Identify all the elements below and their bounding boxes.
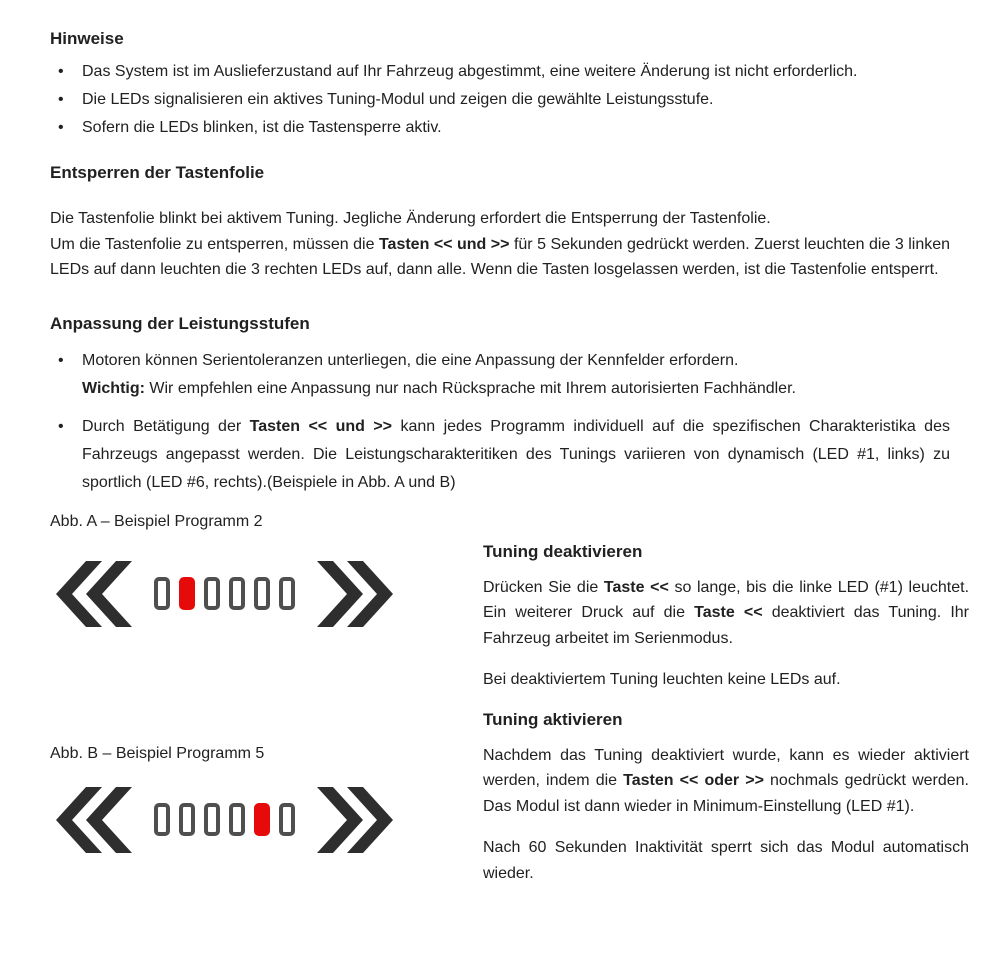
double-chevron-right-icon: [317, 787, 393, 853]
led-5-active: [254, 803, 270, 836]
text-line: [82, 375, 950, 403]
bold-text-run: Taste <<: [694, 604, 763, 621]
led-2-active: [179, 577, 195, 610]
text-run: deaktiviert das Tuning. Ihr Fahrzeug arbeitet im Serienmodus.: [483, 604, 969, 647]
led-4: [229, 577, 245, 610]
led-3: [204, 803, 220, 836]
hint-item: [50, 347, 950, 403]
led-row: [154, 803, 295, 836]
bold-text-run: Tasten << und >>: [378, 235, 510, 253]
paragraph: [483, 575, 969, 652]
text-run: kann jedes Programm individuell auf die spezifischen Charakteristika des Fahrzeugs angepasst werden. Die Leistungscharakteritiken des Tunings variieren von dynamisch (LED #1, links) zu sportlich (LED #6, rechts).(Beispiele in Abb. A und B): [82, 417, 950, 491]
subsection-tuning-deaktivieren: [483, 541, 969, 693]
led-3: [204, 577, 220, 610]
text-run: so lange, bis die linke LED (#1) leuchtet. Ein weiterer Druck auf die: [483, 578, 970, 621]
text-run: • Motoren können Serientoleranzen unterliegen, die eine Anpassung der Kennfelder erfordern.: [82, 351, 739, 369]
paragraph: [50, 232, 950, 283]
section-heading-tuning-aktivieren: Tuning aktivieren: [483, 709, 623, 729]
figure-b-caption: Abb. B – Beispiel Programm 5: [50, 744, 265, 762]
bold-text-run: Tasten << oder >>: [623, 772, 764, 789]
anpassung-bullet-list: [50, 347, 950, 497]
hint-item: • Sofern die LEDs blinken, ist die Tastensperre aktiv.: [50, 114, 950, 142]
hint-item: [50, 413, 950, 497]
text-run: nochmals gedrückt werden. Das Modul ist dann wieder in Minimum-Einstellung (LED #1).: [483, 772, 970, 815]
entsperren-paragraphs: [50, 206, 950, 283]
led-row: [154, 577, 295, 610]
led-1: [154, 577, 170, 610]
section-hinweise: [50, 28, 950, 142]
figure-b-led-display: [56, 787, 393, 853]
instructions-column: [483, 541, 969, 903]
led-1: [154, 803, 170, 836]
double-chevron-left-icon: [56, 787, 132, 853]
section-heading-hinweise: Hinweise: [50, 29, 124, 48]
section-heading-entsperren: Entsperren der Tastenfolie: [50, 163, 265, 182]
led-2: [179, 803, 195, 836]
bold-text-run: Taste <<: [603, 578, 669, 596]
figure-a-led-display: [56, 561, 393, 627]
text-run: Nachdem das Tuning deaktiviert wurde, kann es wieder aktiviert werden, indem die: [483, 746, 969, 789]
text-run: Drücken Sie die: [483, 578, 604, 596]
section-entsperren: [50, 162, 950, 283]
led-6: [279, 803, 295, 836]
led-6: [279, 577, 295, 610]
section-heading-anpassung: Anpassung der Leistungsstufen: [50, 313, 310, 333]
section-anpassung: [50, 313, 950, 497]
text-run: Um die Tastenfolie zu entsperren, müssen die: [50, 235, 379, 253]
hinweise-bullet-list: [50, 58, 950, 142]
led-4: [229, 803, 245, 836]
hint-item: • Das System ist im Auslieferzustand auf Ihr Fahrzeug abgestimmt, eine weitere Änderung ist nicht erforderlich.: [50, 58, 950, 86]
subsection-tuning-aktivieren: [483, 709, 969, 887]
double-chevron-left-icon: [56, 561, 132, 627]
paragraph: Die Tastenfolie blinkt bei aktivem Tuning. Jegliche Änderung erfordert die Entsperrung der Tastenfolie.: [50, 210, 771, 227]
text-run: für 5 Sekunden gedrückt werden. Zuerst leuchten die 3 linken LEDs auf dann leuchten die 3 rechten LEDs auf, dann alle. Wenn die Tasten losgelassen werden, ist die Tastenfolie entsperrt.: [50, 235, 951, 278]
led-5: [254, 577, 270, 610]
bold-text-run: Wichtig:: [82, 379, 145, 397]
hint-item: • Die LEDs signalisieren ein aktives Tuning-Modul und zeigen die gewählte Leistungsstufe.: [50, 86, 950, 114]
figure-a-caption: Abb. A – Beispiel Programm 2: [50, 512, 263, 530]
paragraph: [483, 743, 969, 820]
text-run: Durch Betätigung der: [82, 417, 250, 435]
bold-text-run: Tasten << und >>: [249, 417, 393, 435]
section-heading-tuning-deaktivieren: Tuning deaktivieren: [483, 541, 643, 561]
text-run: Wir empfehlen eine Anpassung nur nach Rücksprache mit Ihrem autorisierten Fachhändler.: [144, 379, 796, 397]
paragraph: Nach 60 Sekunden Inaktivität sperrt sich das Modul automatisch wieder.: [483, 839, 969, 882]
double-chevron-right-icon: [317, 561, 393, 627]
figures-and-instructions: [50, 497, 970, 927]
paragraph: Bei deaktiviertem Tuning leuchten keine LEDs auf.: [483, 671, 841, 688]
